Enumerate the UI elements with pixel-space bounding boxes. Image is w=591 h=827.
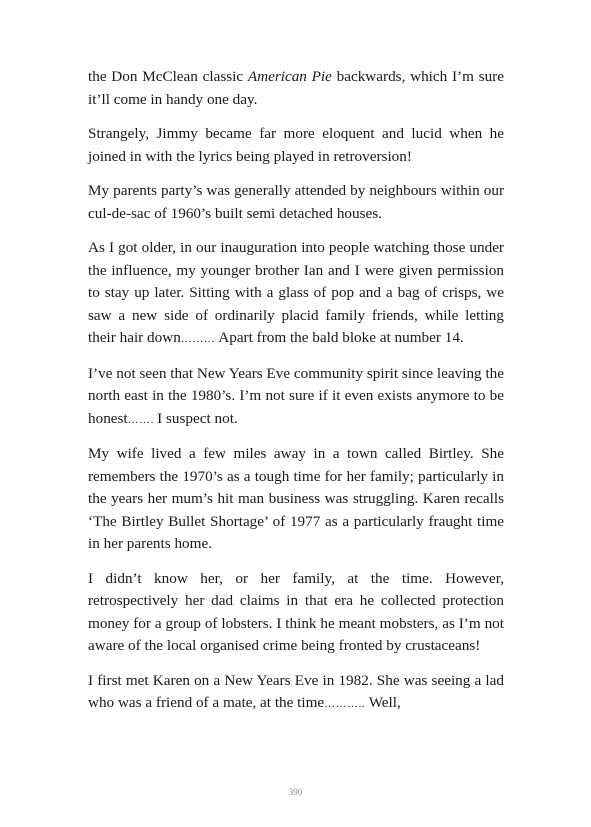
paragraph-text: Apart from the bald bloke at number 14. (215, 329, 464, 346)
paragraph-text: I first met Karen on a New Years Eve in 1982. She was seeing a lad who was a friend of a mate, at the time (88, 671, 504, 711)
paragraph-text: My parents party’s was generally attended by neighbours within our cul-de-sac of 1960’s built semi detached houses. (88, 182, 504, 222)
paragraph-text: Well, (365, 694, 401, 711)
paragraph (88, 443, 504, 556)
paragraph-text: As I got older, in our inauguration into people watching those under the influence, my younger brother Ian and I were given permission to stay up later. Sitting with a glass of pop and a bag of crisps, we saw a new side of ordinarily placid family friends, while letting their hair down (88, 239, 504, 346)
paragraph-text: Strangely, Jimmy became far more eloquent and lucid when he joined in with the lyrics being played in retroversion! (88, 125, 504, 165)
paragraph (88, 180, 504, 225)
paragraph (88, 66, 504, 111)
page-number: 390 (288, 787, 303, 797)
paragraph (88, 123, 504, 168)
paragraph-text: backwards, which I’m sure it’ll come in handy one day. (88, 68, 504, 108)
paragraph-text: I suspect not. (157, 409, 238, 427)
ellipsis-dots: ……… (180, 333, 216, 345)
paragraph (88, 670, 504, 716)
paragraph (88, 363, 504, 432)
paragraph-text: I’ve not seen that New Years Eve community spirit since leaving the north east in the 1980’s. I’m not sure if it even exists anymore to be honest (88, 364, 504, 427)
ellipsis-dots: ……….. (324, 698, 366, 710)
ellipsis-dots: ……. (127, 413, 158, 426)
paragraph (88, 237, 504, 351)
paragraph-text: My wife lived a few miles away in a town called Birtley. She remembers the 1970’s as a tough time for her family; particularly in the years her mum’s hit man business was struggling. Karen recalls ‘The Birtley Bullet Shortage’ of 1977 as a particularly fraught time in her parents home. (88, 445, 504, 552)
paragraph (88, 568, 504, 658)
paragraph-text: I didn’t know her, or her family, at the time. However, retrospectively her dad claims in that era he collected protection money for a group of lobsters. I think he meant mobsters, as I’m not aware of the local organised crime being fronted by crustaceans! (88, 569, 504, 654)
song-title: American Pie (247, 68, 332, 85)
body-text (88, 66, 504, 716)
paragraph-text: the Don McClean classic (88, 68, 248, 85)
